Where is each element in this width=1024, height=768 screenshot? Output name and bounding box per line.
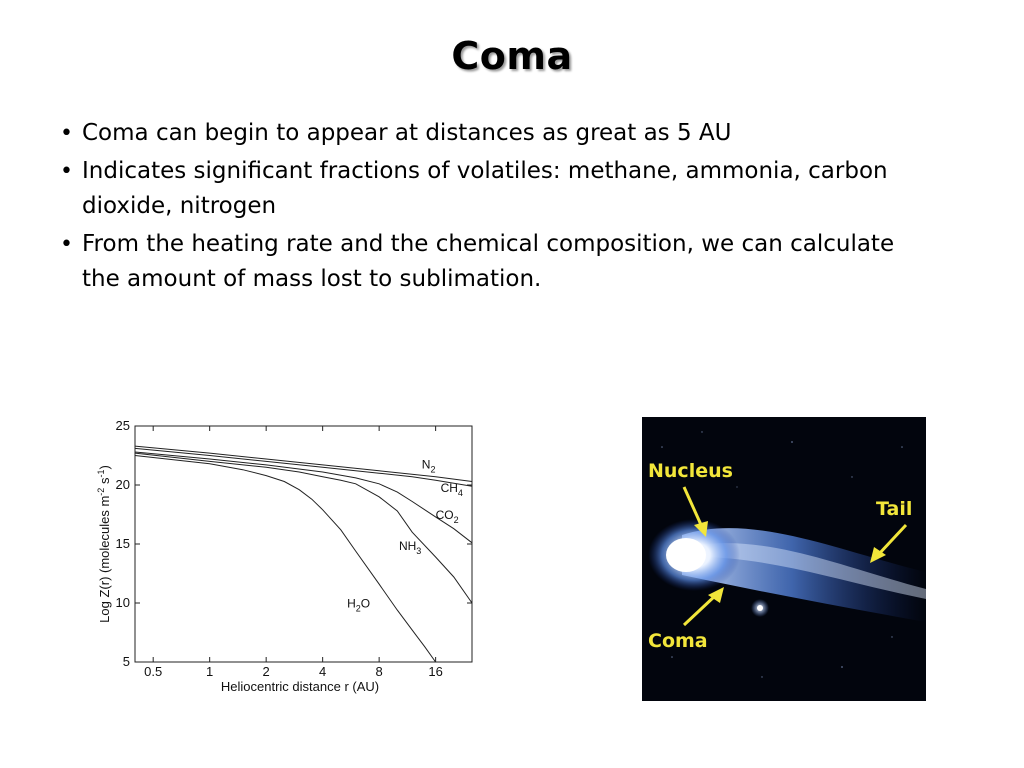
bullet-list [58, 116, 938, 300]
bright-star-core [757, 605, 763, 611]
tail-label: Tail [876, 498, 913, 520]
comet-illustration [642, 417, 926, 701]
bullet-item [58, 154, 938, 224]
bullet-text: From the heating rate and the chemical composition, we can calculate the amount of mass lost to sublimation. [82, 231, 895, 292]
series-label-co2: $CO_2$ [435, 508, 459, 526]
y-tick-label: 25 [115, 418, 130, 433]
bullet-dot: • [60, 232, 73, 257]
series-labels [347, 457, 463, 613]
series-lines [135, 446, 472, 662]
x-tick-label: 0.5 [144, 664, 163, 679]
comet-image [642, 417, 926, 701]
bullet-text: Indicates significant fractions of volatiles: methane, ammonia, carbon dioxide, nitrogen [82, 158, 888, 219]
series-line-h2o [135, 456, 436, 663]
y-tick-label: 15 [115, 536, 130, 551]
comet-nucleus [666, 538, 706, 572]
y-tick-label: 5 [122, 654, 130, 669]
nucleus-label: Nucleus [648, 460, 733, 482]
bullet-dot: • [60, 159, 73, 184]
slide-title: Coma [451, 34, 573, 78]
bullet-text: Coma can begin to appear at distances as great as 5 AU [82, 120, 732, 146]
x-tick-label: 4 [319, 664, 327, 679]
x-tick-label: 8 [375, 664, 383, 679]
bullet-dot: • [60, 121, 73, 146]
bullet-item [58, 116, 938, 151]
x-tick-label: 16 [428, 664, 443, 679]
x-axis-label: Heliocentric distance r (AU) [220, 679, 380, 694]
x-tick-label: 1 [206, 664, 214, 679]
series-label-ch4: $CH_4$ [440, 481, 463, 499]
series-label-h2o: $H_2O$ [347, 596, 371, 614]
series-label-n2: $N_2$ [421, 457, 436, 475]
sublimation-rate-chart [88, 408, 488, 698]
chart-svg [88, 408, 488, 698]
series-label-nh3: $NH_3$ [398, 538, 422, 556]
x-tick-label: 2 [262, 664, 270, 679]
y-axis-label: Log Z(r) (molecules $m^{-2}$ $s^{-1}$) [96, 465, 112, 623]
y-tick-label: 20 [115, 477, 130, 492]
coma-label: Coma [648, 630, 708, 652]
y-tick-label: 10 [115, 595, 130, 610]
bullet-item [58, 227, 938, 297]
